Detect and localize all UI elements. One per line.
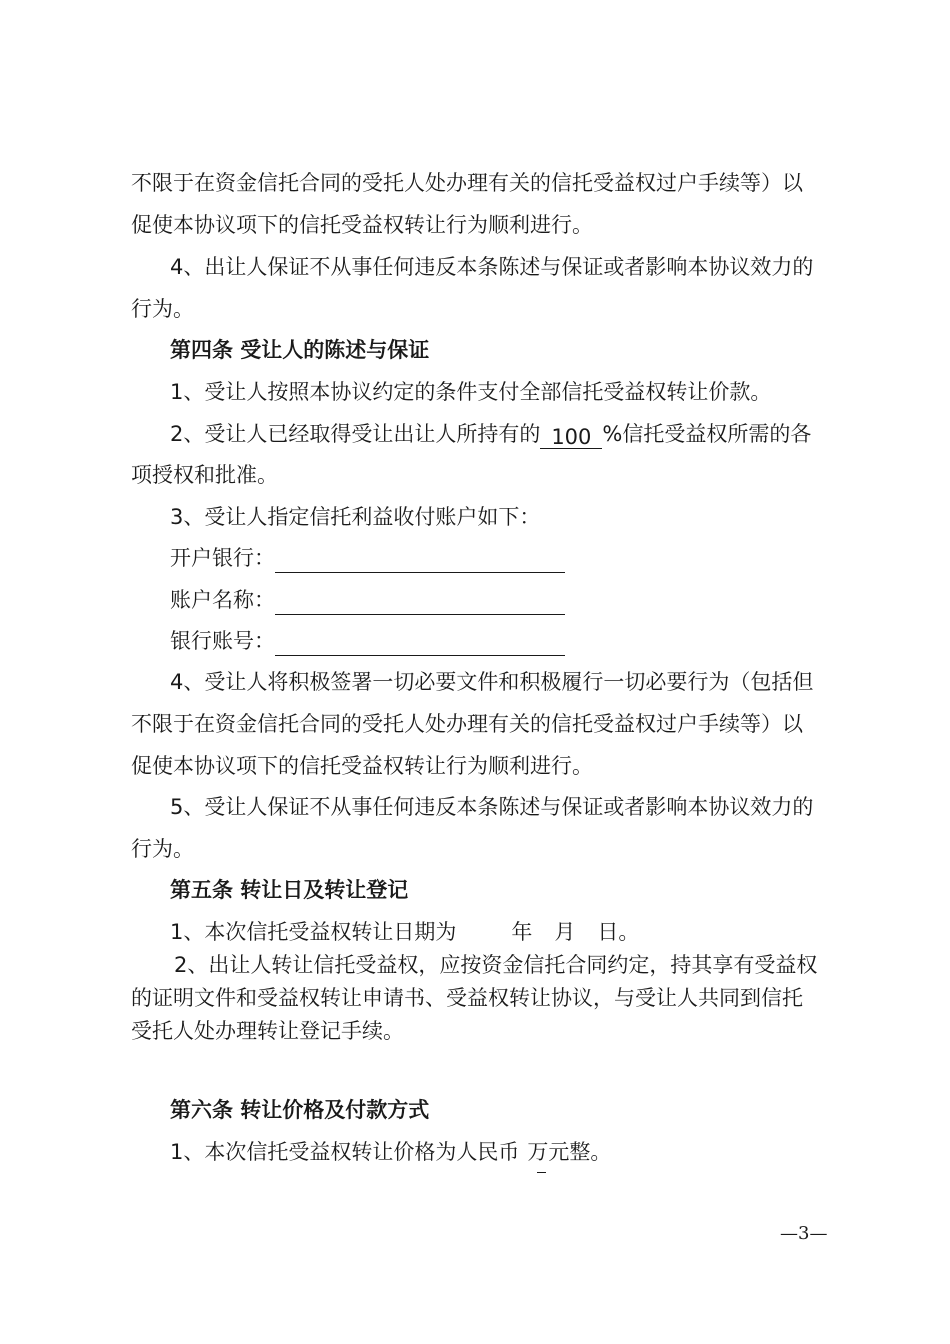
paragraph-line	[170, 419, 811, 449]
paragraph-line	[170, 917, 639, 947]
account-name-label: 账户名称：	[170, 588, 275, 612]
page-number: —3—	[780, 1223, 828, 1244]
paragraph-line: 行为。	[131, 297, 194, 321]
year-label: 年	[511, 920, 533, 944]
paragraph-line: 1、受让人按照本协议约定的条件支付全部信托受益权转让价款。	[170, 380, 772, 404]
paragraph-line: 促使本协议项下的信托受益权转让行为顺利进行。	[131, 754, 593, 778]
article-5-heading: 第五条 转让日及转让登记	[170, 878, 409, 902]
day-label: 日。	[597, 920, 640, 944]
paragraph-line: 2、出让人转让信托受益权，应按资金信托合同约定，持其享有受益权	[174, 953, 818, 977]
paragraph-line: 不限于在资金信托合同的受托人处办理有关的信托受益权过户手续等）以	[131, 712, 803, 736]
account-name-row	[170, 585, 565, 615]
text-segment: %信托受益权所需的各	[602, 422, 812, 446]
paragraph-line: 受托人处办理转让登记手续。	[131, 1019, 404, 1043]
month-label: 月	[554, 920, 576, 944]
bank-field-row	[170, 543, 565, 573]
text-segment: 1、本次信托受益权转让日期为	[170, 920, 457, 944]
account-name-blank	[275, 588, 565, 615]
text-segment: 万元整。	[527, 1140, 612, 1164]
account-number-blank	[275, 629, 565, 656]
paragraph-line: 行为。	[131, 837, 194, 861]
percentage-blank: 100	[540, 422, 602, 449]
article-4-heading: 第四条 受让人的陈述与保证	[170, 338, 430, 362]
account-number-label: 银行账号：	[170, 629, 275, 653]
paragraph-line: 5、受让人保证不从事任何违反本条陈述与保证或者影响本协议效力的	[170, 795, 814, 819]
paragraph-line: 项授权和批准。	[131, 463, 278, 487]
paragraph-line: 4、受让人将积极签署一切必要文件和积极履行一切必要行为（包括但	[170, 670, 814, 694]
paragraph-line	[170, 1137, 611, 1167]
account-number-row	[170, 626, 565, 656]
bank-label: 开户银行：	[170, 546, 275, 570]
paragraph-line: 的证明文件和受益权转让申请书、受益权转让协议，与受让人共同到信托	[131, 986, 803, 1010]
price-blank	[537, 1172, 546, 1173]
text-segment: 2、受让人已经取得受让出让人所持有的	[170, 422, 541, 446]
paragraph-line: 促使本协议项下的信托受益权转让行为顺利进行。	[131, 213, 593, 237]
paragraph-line: 3、受让人指定信托利益收付账户如下：	[170, 505, 541, 529]
bank-blank	[275, 546, 565, 573]
paragraph-line: 4、出让人保证不从事任何违反本条陈述与保证或者影响本协议效力的	[170, 255, 814, 279]
text-segment: 1、本次信托受益权转让价格为人民币	[170, 1140, 520, 1164]
article-6-heading: 第六条 转让价格及付款方式	[170, 1098, 430, 1122]
paragraph-line: 不限于在资金信托合同的受托人处办理有关的信托受益权过户手续等）以	[131, 171, 803, 195]
